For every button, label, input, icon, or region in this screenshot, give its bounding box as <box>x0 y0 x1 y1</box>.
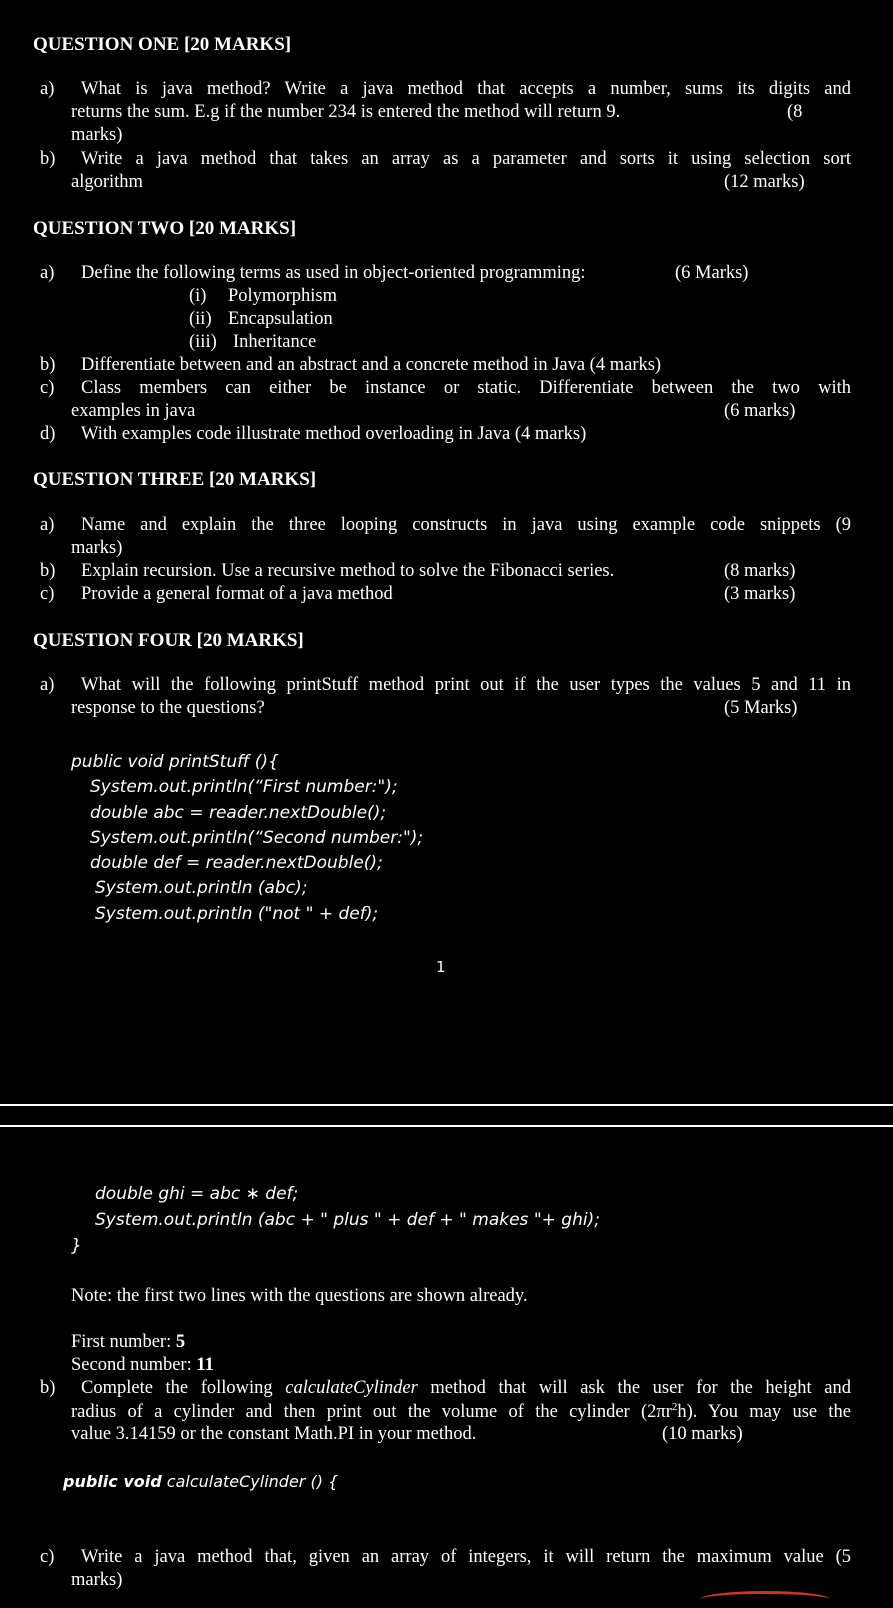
q2-term-num: (i) <box>189 286 207 306</box>
q1-heading: QUESTION ONE [20 MARKS] <box>33 34 292 55</box>
q4-c-line1: Write a java method that, given an array of integers, it will return the maximum value (5 <box>81 1547 851 1567</box>
q2-a-marks: (6 Marks) <box>675 263 749 283</box>
code-line: System.out.println ("not " + def); <box>95 904 379 924</box>
code-line: System.out.println(“First number:"); <box>90 777 398 797</box>
code-line <box>63 1472 338 1491</box>
q4-b-marks: (10 marks) <box>662 1424 743 1444</box>
q3-b-label: b) <box>40 561 56 581</box>
q3-heading: QUESTION THREE [20 MARKS] <box>33 469 317 490</box>
q1-b-label: b) <box>40 149 56 169</box>
q1-b-marks: (12 marks) <box>724 172 805 192</box>
code-rest: calculateCylinder () { <box>161 1472 339 1491</box>
q1-a-label: a) <box>40 79 55 99</box>
q2-term-text: Polymorphism <box>228 286 337 306</box>
q4-heading: QUESTION FOUR [20 MARKS] <box>33 630 304 651</box>
q4-c-line2: marks) <box>71 1570 123 1590</box>
q4-b-line1-pre: Complete the following <box>81 1378 286 1398</box>
method-name: calculateCylinder <box>285 1378 418 1398</box>
q1-a-line3: marks) <box>71 125 123 145</box>
page-break-line-top <box>0 1104 893 1106</box>
q2-term-text: Encapsulation <box>228 309 333 329</box>
first-number-label: First number: <box>71 1332 176 1352</box>
q2-c-marks: (6 marks) <box>724 401 796 421</box>
q4-a-label: a) <box>40 675 55 695</box>
q3-c-marks: (3 marks) <box>724 584 796 604</box>
q2-b-line: Differentiate between and an abstract and a concrete method in Java (4 marks) <box>81 355 662 375</box>
q2-a-label: a) <box>40 263 55 283</box>
q1-b-line2: algorithm <box>71 172 143 192</box>
q2-term-num: (iii) <box>189 332 217 352</box>
q4-c-label: c) <box>40 1547 55 1567</box>
q4-a-line2: response to the questions? <box>71 698 265 718</box>
q4-b-line1 <box>81 1378 851 1399</box>
q1-a-marks: (8 <box>787 102 803 122</box>
red-arc-mark <box>700 1591 830 1608</box>
q4-b-line1-post: method that will ask the user for the height and <box>417 1378 851 1398</box>
q2-a-line: Define the following terms as used in object-oriented programming: <box>81 263 586 283</box>
code-line: System.out.println(“Second number:"); <box>90 828 424 848</box>
q4-a-line1: What will the following printStuff method print out if the user types the values 5 and 11 in <box>81 675 851 695</box>
first-number-line <box>71 1332 185 1353</box>
code-line: public void printStuff (){ <box>71 752 279 772</box>
q3-c-label: c) <box>40 584 55 604</box>
q2-b-label: b) <box>40 355 56 375</box>
q3-a-line1: Name and explain the three looping constructs in java using example code snippets (9 <box>81 515 851 535</box>
code-keyword: public void <box>63 1472 162 1491</box>
q2-heading: QUESTION TWO [20 MARKS] <box>33 218 297 239</box>
q4-b-label: b) <box>40 1378 56 1398</box>
page-break-line-bottom <box>0 1125 893 1127</box>
second-number-label: Second number: <box>71 1355 197 1375</box>
q4-b-line2-pre: radius of a cylinder and then print out the volume of the cylinder (2πr <box>71 1402 672 1423</box>
second-number-value: 11 <box>196 1355 214 1375</box>
code-line: } <box>71 1236 82 1256</box>
code-line: double def = reader.nextDouble(); <box>90 853 383 873</box>
code-line: double abc = reader.nextDouble(); <box>90 803 387 823</box>
q3-b-line: Explain recursion. Use a recursive method to solve the Fibonacci series. <box>81 561 615 581</box>
q1-b-line1: Write a java method that takes an array as a parameter and sorts it using selection sort <box>81 149 851 169</box>
q2-term-text: Inheritance <box>233 332 317 352</box>
q2-d-line: With examples code illustrate method overloading in Java (4 marks) <box>81 424 587 444</box>
code-line: System.out.println (abc + " plus " + def + " makes "+ ghi); <box>95 1210 600 1230</box>
q2-c-line2: examples in java <box>71 401 196 421</box>
q2-term-num: (ii) <box>189 309 212 329</box>
q3-c-line: Provide a general format of a java method <box>81 584 393 604</box>
page-number: 1 <box>436 958 446 976</box>
second-number-line <box>71 1355 214 1376</box>
q2-d-label: d) <box>40 424 56 444</box>
q4-b-line3: value 3.14159 or the constant Math.PI in your method. <box>71 1424 477 1444</box>
code-line: System.out.println (abc); <box>95 878 308 898</box>
q4-a-marks: (5 Marks) <box>724 698 798 718</box>
q4-b-line2 <box>71 1401 851 1423</box>
q3-a-line2: marks) <box>71 538 123 558</box>
q1-a-line1: What is java method? Write a java method that accepts a number, sums its digits and <box>81 79 851 99</box>
superscript: 2 <box>671 1401 678 1413</box>
first-number-value: 5 <box>175 1332 186 1352</box>
q1-a-line2: returns the sum. E.g if the number 234 is entered the method will return 9. <box>71 102 621 122</box>
code-line: double ghi = abc ∗ def; <box>95 1184 299 1204</box>
q2-c-line1: Class members can either be instance or static. Differentiate between the two with <box>81 378 851 398</box>
q4-b-line2-post: h). You may use the <box>677 1402 851 1423</box>
q3-a-label: a) <box>40 515 55 535</box>
q3-b-marks: (8 marks) <box>724 561 796 581</box>
q2-c-label: c) <box>40 378 55 398</box>
q4-note: Note: the first two lines with the questions are shown already. <box>71 1286 528 1306</box>
